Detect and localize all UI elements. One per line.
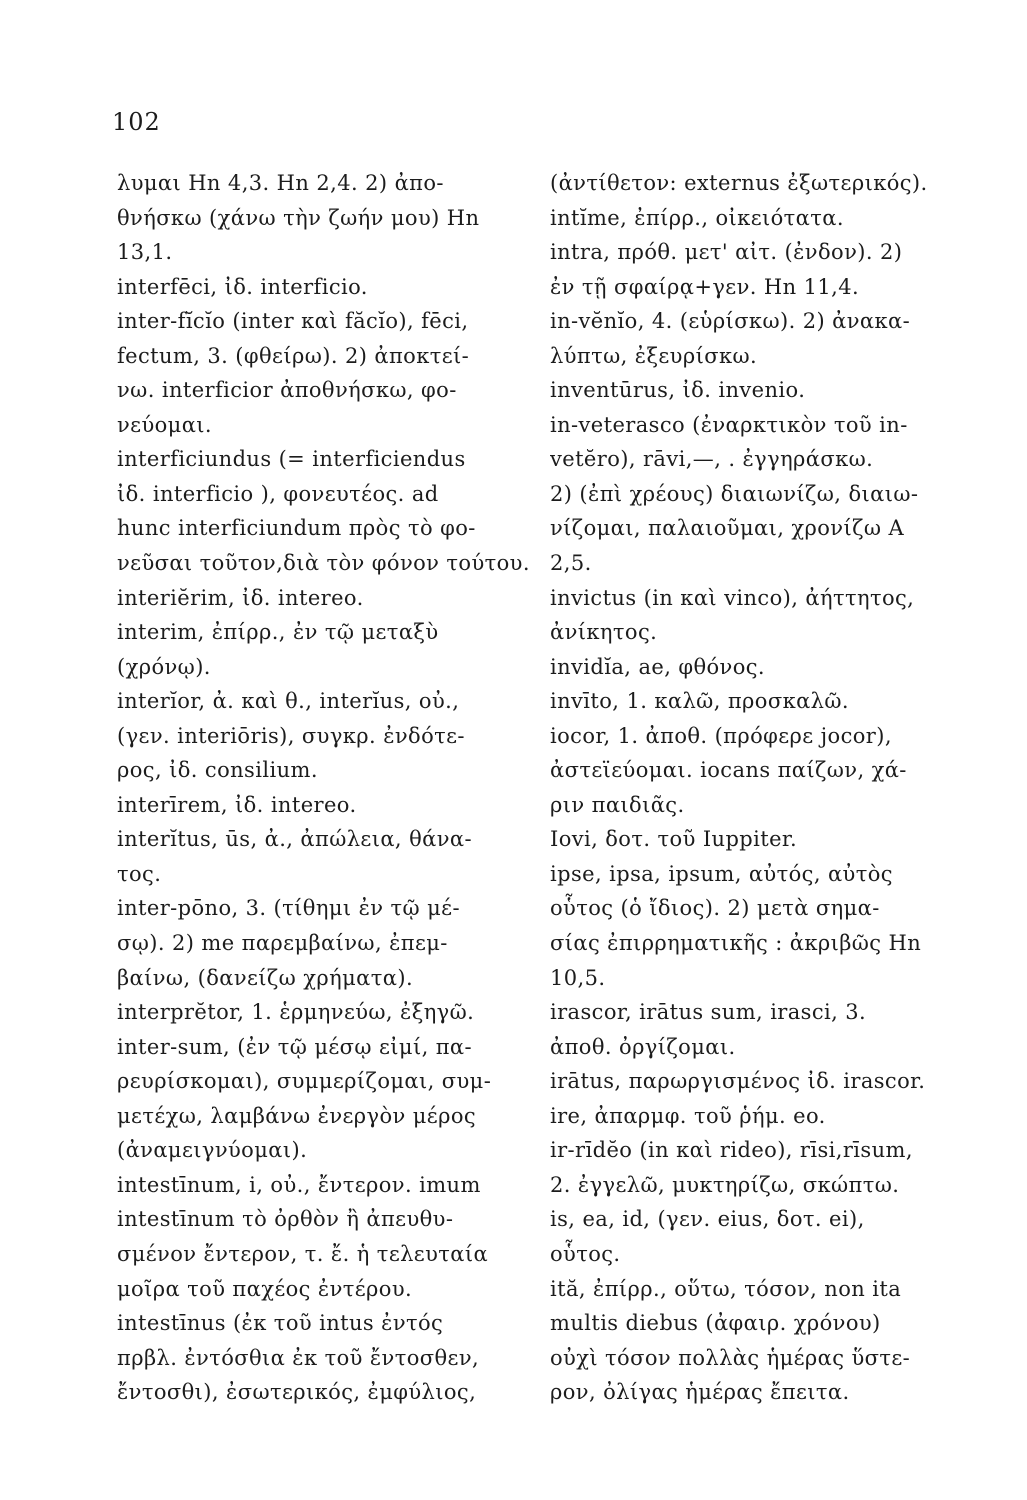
left-line-17: (γεν. interiōris), συγκρ. ἐνδότε-	[117, 723, 465, 748]
left-line-9: interficiundus (= interficiendus	[117, 447, 466, 472]
left-line-3: 13,1.	[117, 240, 173, 265]
left-line-23: σῳ). 2) me παρεμβαίνω, ἐπεμ-	[117, 931, 448, 956]
left-line-27: ρευρίσκομαι), συμμερίζομαι, συμ-	[117, 1069, 492, 1094]
left-line-4: interfēci, ἰδ. interficio.	[117, 274, 368, 299]
left-line-19: interīrem, ἰδ. intereo.	[117, 792, 357, 817]
right-column	[550, 166, 970, 1410]
left-line-26: inter-sum, (ἐν τῷ μέσῳ εἰμί, πα-	[117, 1034, 473, 1059]
right-line-14: ἀνίκητος.	[550, 620, 658, 645]
right-line-9: vetĕro), rāvi,—, . ἐγγηράσκω.	[550, 447, 874, 472]
right-line-26: ἀποθ. ὀργίζομαι.	[550, 1034, 736, 1059]
right-line-12: 2,5.	[550, 551, 592, 576]
right-line-24: 10,5.	[550, 965, 606, 990]
right-line-16: invīto, 1. καλῶ, προσκαλῶ.	[550, 689, 849, 714]
right-line-33: ită, ἐπίρρ., οὕτω, τόσον, non ita	[550, 1276, 902, 1301]
right-line-13: invictus (in καὶ vinco), ἀήττητος,	[550, 585, 915, 610]
right-line-19: ριν παιδιᾶς.	[550, 792, 685, 817]
left-line-34: intestīnus (ἐκ τοῦ intus ἐντός	[117, 1311, 444, 1336]
right-line-17: iocor, 1. ἀποθ. (πρόφερε jocor),	[550, 723, 892, 748]
left-line-15: (χρόνῳ).	[117, 654, 211, 679]
left-line-1: λυμαι Hn 4,3. Hn 2,4. 2) ἀπο-	[117, 171, 444, 195]
right-line-15: invidĭa, ae, φθόνος.	[550, 654, 765, 679]
left-line-20: interĭtus, ūs, ἀ., ἀπώλεια, θάνα-	[117, 827, 472, 852]
right-line-32: οὗτος.	[550, 1241, 621, 1266]
right-line-11: νίζομαι, παλαιοῦμαι, χρονίζω A	[550, 516, 905, 541]
left-line-12: νεῦσαι τοῦτον,διὰ τὸν φόνον τούτου.	[117, 551, 530, 576]
left-column	[117, 166, 535, 1410]
left-line-28: μετέχω, λαμβάνω ἐνεργὸν μέρος	[117, 1103, 477, 1128]
left-line-5: inter-fĭcĭo (inter καὶ făcĭo), fēci,	[117, 309, 469, 334]
right-line-2: intĭme, ἐπίρρ., οἰκειότατα.	[550, 205, 844, 230]
right-line-23: σίας ἐπιρρηματικῆς : ἀκριβῶς Hn	[550, 931, 922, 956]
left-line-22: inter-pōno, 3. (τίθημι ἐν τῷ μέ-	[117, 896, 460, 921]
left-line-25: interprĕtor, 1. ἑρμηνεύω, ἐξηγῶ.	[117, 1000, 475, 1025]
right-line-8: in-veterasco (ἐναρκτικὸν τοῦ in-	[550, 412, 908, 437]
left-line-30: intestīnum, i, οὐ., ἔντερον. imum	[117, 1172, 481, 1197]
left-line-29: (ἀναμειγνύομαι).	[117, 1138, 308, 1163]
left-line-31: intestīnum τὸ ὀρθὸν ἢ ἀπευθυ-	[117, 1207, 454, 1232]
right-line-21: ipse, ipsa, ipsum, αὐτός, αὐτὸς	[550, 861, 893, 886]
left-line-32: σμένον ἔντερον, τ. ἔ. ἡ τελευταία	[117, 1241, 489, 1266]
right-line-29: ir-rīdĕo (in καὶ rideo), rīsi,rīsum,	[550, 1138, 913, 1163]
right-line-6: λύπτω, ἐξευρίσκω.	[550, 343, 758, 368]
page-number: 102	[112, 108, 161, 136]
right-line-35: οὐχὶ τόσον πολλὰς ἡμέρας ὕστε-	[550, 1345, 911, 1370]
left-line-13: interiĕrim, ἰδ. intereo.	[117, 585, 364, 610]
right-line-18: ἀστεϊεύομαι. iocans παίζων, χά-	[550, 758, 907, 783]
left-line-33: μοῖρα τοῦ παχέος ἐντέρου.	[117, 1276, 413, 1301]
right-line-34: multis diebus (ἀφαιρ. χρόνου)	[550, 1311, 881, 1336]
left-line-8: νεύομαι.	[117, 412, 212, 437]
left-line-7: νω. interficior ἀποθνήσκω, φο-	[117, 378, 457, 403]
left-line-10: ἰδ. interficio ), φονευτέος. ad	[117, 481, 439, 506]
left-line-36: ἔντοσθι), ἐσωτερικός, ἐμφύλιος,	[117, 1380, 477, 1405]
right-line-36: ρον, ὀλίγας ἡμέρας ἔπειτα.	[550, 1380, 850, 1405]
right-line-10: 2) (ἐπὶ χρέους) διαιωνίζω, διαιω-	[550, 481, 919, 506]
left-line-14: interim, ἐπίρρ., ἐν τῷ μεταξὺ	[117, 620, 439, 645]
left-line-21: τος.	[117, 861, 162, 886]
right-line-3: intra, πρόθ. μετ' αἰτ. (ἐνδον). 2)	[550, 240, 903, 265]
right-line-31: is, ea, id, (γεν. eius, δοτ. ei),	[550, 1207, 865, 1232]
right-line-22: οὗτος (ὁ ἴδιος). 2) μετὰ σημα-	[550, 896, 880, 921]
right-line-25: irascor, irātus sum, irasci, 3.	[550, 1000, 867, 1025]
right-line-1: (ἀντίθετον: externus ἐξωτερικός).	[550, 171, 928, 195]
left-line-16: interĭor, ἀ. καὶ θ., interĭus, οὐ.,	[117, 689, 460, 714]
right-line-20: Iovi, δοτ. τοῦ Iuppiter.	[550, 827, 798, 852]
left-line-24: βαίνω, (δανείζω χρήματα).	[117, 965, 414, 990]
right-line-28: ire, ἀπαρμφ. τοῦ ῥήμ. eo.	[550, 1103, 826, 1128]
left-line-2: θνήσκω (χάνω τὴν ζωήν μου) Hn	[117, 205, 480, 230]
right-line-4: ἐν τῇ σφαίρᾳ+γεν. Hn 11,4.	[550, 274, 860, 299]
right-line-5: in-vĕnĭo, 4. (εὑρίσκω). 2) ἀνακα-	[550, 309, 911, 334]
left-line-6: fectum, 3. (φθείρω). 2) ἀποκτεί-	[117, 343, 470, 368]
right-line-7: inventūrus, ἰδ. invenio.	[550, 378, 806, 403]
right-line-27: irātus, παρωργισμένος ἰδ. irascor.	[550, 1069, 926, 1094]
left-line-35: πρβλ. ἐντόσθια ἐκ τοῦ ἔντοσθεν,	[117, 1345, 480, 1370]
left-line-18: ρος, ἰδ. consilium.	[117, 758, 318, 783]
right-line-30: 2. ἐγγελῶ, μυκτηρίζω, σκώπτω.	[550, 1172, 900, 1197]
left-line-11: hunc interficiundum πρὸς τὸ φο-	[117, 516, 476, 541]
